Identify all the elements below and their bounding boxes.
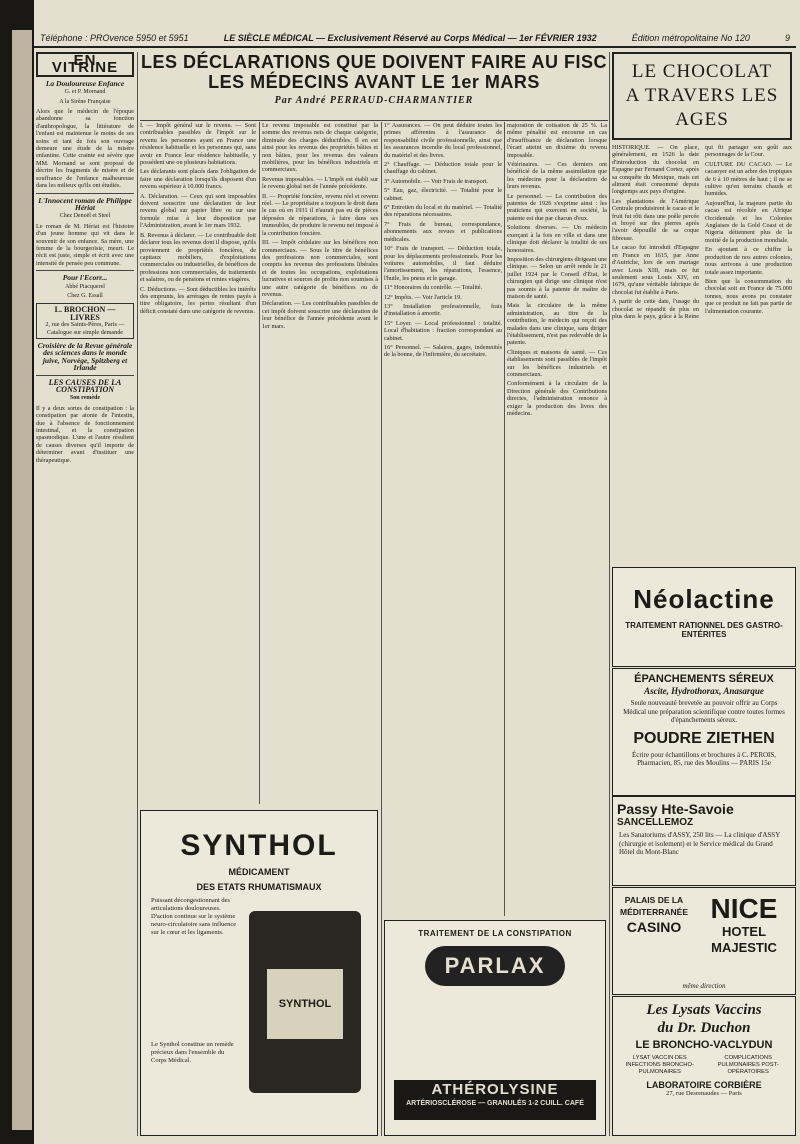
brochon-address: 2, rue des Saints-Pères, Paris — Catalogue sur simple demande: [45, 321, 125, 336]
article-paragraph: majoration de cotisation de 25 %. La même pénalité est encourue en cas d'insuffisance de déclaration lorsque l'écart atteint un dixième du revenu imposable.: [507, 122, 607, 159]
article-column-4: [507, 122, 607, 916]
column-rule: [381, 122, 382, 1136]
neolactine-sub: TRAITEMENT RATIONNEL DES GASTRO-ENTÉRITES: [625, 621, 783, 639]
article-paragraph: Le revenu imposable est constitué par la somme des revenus nets de chaque catégorie, diminuée des charges déductibles. Il en est ainsi pour les revenus des propriétés bâties et non bâties, pour les revenus des valeurs mobilières, pour les bénéfices industriels et commerciaux.: [262, 122, 378, 174]
book1-author: G. et P. Mornand: [64, 89, 106, 96]
chocolat-paragraph: Les plantations de l'Amérique Centrale produisirent le cacao et le fruit fut rôti dans une poêle percée et broyé sur des pierres après l'avoir dépouillé de sa coque fibreuse.: [612, 197, 699, 242]
article-paragraph: 5° Eau, gaz, électricité. — Totalité pour le cabinet.: [384, 187, 502, 202]
lysats-product: LE BRONCHO-VACLYDUN: [635, 1039, 773, 1051]
lysats-col-2: COMPLICATIONS PULMONAIRES POST-OPÉRATOIRES: [717, 1055, 779, 1075]
article-paragraph: A. Déclaration. — Ceux qui sont imposables doivent souscrire une déclaration de leur revenu global sur papier libre ou sur une formule mise à leur disposition par l'Administration, avant le 1er mars 1932.: [140, 192, 256, 230]
chocolat-paragraph: Aujourd'hui, la majeure partie du cacao est récoltée en Afrique Occidentale et les Colonies Anglaises de la Gold Coast et de Nigeria détiennent plus de la moitié de la production mondiale.: [705, 199, 792, 244]
nice-city: NICE: [710, 893, 778, 924]
book2-text: Le roman de M. Hériat est l'histoire d'un jeune homme qui vit dans le souvenir de son enfance. Sa mère, une femme de la bourgeoisie, meurt. Le récit est juste, simple et écrit avec une intensité de pensée peu commune.: [36, 222, 134, 267]
article-paragraph: Le personnel. — La contribution des patentes de 1926 s'exprime ainsi : les praticiens qui exercent en société, la patente est due par chacun d'eux.: [507, 192, 607, 222]
headline-line-1: LES DÉCLARATIONS QUE DOIVENT FAIRE AU FISC: [140, 52, 608, 72]
nice-footer: même direction: [682, 982, 726, 990]
lysats-columns: [613, 1051, 795, 1080]
article-paragraph: II. — Propriété foncière, revenu réel et revenu réel. — Le propriétaire a toujours le droit dans le cas où en 1931 il n'aurait pas eu de pièces déposées de réparations, à faire dans ses immeubles, de produire le revenu net imposé à la contribution foncière.: [262, 192, 378, 237]
article-byline: Par André PERRAUD-CHARMANTIER: [274, 95, 474, 106]
article-paragraph: Déclaration. — Les contribuables passibles de cet impôt doivent souscrire une déclaration de leur bénéfice de l'année précédente avant le 1er mars.: [262, 300, 378, 330]
croisiere-notice: Croisière de la Revue générale des sciences dans le monde juive, Norvège, Spitzberg et Irlande: [37, 341, 133, 373]
article-paragraph: 6° Entretien du local et du matériel. — Totalité des réparations nécessaires.: [384, 204, 502, 219]
nice-hotel: HOTEL MAJESTIC: [711, 924, 777, 955]
article-column-2: [262, 122, 378, 804]
article-paragraph: 3° Automobile. — Voir Frais de transport.: [384, 177, 488, 185]
book1-publisher: A la Sirène Française: [59, 98, 111, 105]
causes-subtitle: Son remède: [69, 395, 101, 402]
synthol-bottle-image: [249, 911, 361, 1093]
epan-subheading: Ascite, Hydrothorax, Anasarque: [644, 686, 764, 696]
column-rule: [259, 122, 260, 804]
atherolysine-sub: ARTÉRIOSCLÉROSE — GRANULÉS 1-2 CUILL. CAFÉ: [406, 1100, 584, 1107]
lysats-address: 27, rue Desrenaudes — Paris: [666, 1090, 742, 1097]
article-paragraph: 10° Frais de transport. — Déduction totale, pour les déplacements professionnels. Pour les voitures automobiles, il faut déduire l'amortissement, les réparations, l'essence, l'huile, les pneus et le garage.: [384, 245, 502, 282]
chocolat-paragraph: HISTORIQUE. — On place, généralement, en 1526 la date d'introduction du chocolat en Espagne par Fernand Cortez, après sa conquête du Mexique, mais cet aliment était consommé depuis longtemps aux pays d'origine.: [612, 144, 699, 196]
chocolat-paragraph: CULTURE DU CACAO. — Le cacaoyer est un arbre des tropiques de 6 à 10 mètres de haut ; il ne se cultive qu'en terrains chauds et humides.: [705, 160, 792, 198]
facing-page-strip: [12, 30, 32, 1130]
article-paragraph: Les déclarants sont placés dans l'obligation de faire une déclaration lorsqu'ils disposent d'un revenu supérieur à 10.000 francs.: [140, 168, 256, 191]
lysats-laboratory: LABORATOIRE CORBIÈRE: [646, 1080, 762, 1090]
page-header: [34, 30, 796, 48]
chocolat-paragraph: Bien que la consommation du chocolat soit en France de 75.000 tonnes, nous avons pu constater que ce produit ne fait pas partie de l'alimentation courante.: [705, 277, 792, 315]
nice-left-2: MÉDITERRANÉE: [619, 907, 688, 917]
book3-title: Pour l'Ecorr...: [62, 273, 108, 283]
epan-heading: ÉPANCHEMENTS SÉREUX: [634, 673, 774, 685]
book3-publisher: Chez G. Essall: [67, 292, 103, 299]
book1-text: Alors que le médecin de l'époque abandonne sa fonction d'anthropologue, la littérature de l'enfant est maintenue le moins de ses soins et tant de fois son ouvrage demeure une étude de la misère enfantine. Cette crainte est sévère que MM. Mornand se sont proposé de décrire les fragments de misère et de souffrance de l'enfance malheureuse dans les milieux qu'ils ont étudiés.: [36, 108, 134, 190]
lysats-advertisement: [612, 996, 796, 1136]
synthol-sub-1: MÉDICAMENT: [228, 867, 290, 877]
synthol-sub-2: DES ETATS RHUMATISMAUX: [196, 882, 322, 892]
passy-heading: Passy Hte-Savoie: [617, 801, 734, 817]
atherolysine-advertisement: [394, 1080, 596, 1120]
main-article-headline: [140, 52, 608, 121]
lysats-heading-2: du Dr. Duchon: [657, 1020, 751, 1036]
passy-text: Les Sanatoriums d'ASSY, 250 lits — La clinique d'ASSY (chirurgie et isolement) et le Service médical du Grand Hôtel du Mont-Blanc: [619, 831, 780, 856]
divider: [36, 193, 134, 194]
header-phone: Téléphone : PROvence 5950 et 5951: [40, 33, 189, 43]
epanchements-advertisement: [612, 668, 796, 796]
nice-advertisement: [612, 887, 796, 995]
causes-title: LES CAUSES DE LA CONSTIPATION: [48, 377, 122, 395]
chocolat-title-line-1: LE CHOCOLAT: [631, 61, 773, 82]
article-paragraph: C. Déductions. — Sont déductibles les intérêts des emprunts, les arrérages de rentes payés à titre obligatoire, les pertes résultant d'un déficit constaté dans une catégorie de revenus.: [140, 285, 256, 315]
chocolat-paragraph: En ajoutant à ce chiffre la production de nos autres colonies, nous arrivons à une production totale assez importante.: [705, 246, 792, 276]
synthol-bottle-label: SYNTHOL: [267, 969, 343, 1039]
article-paragraph: Cliniques et maisons de santé. — Ces établissements sont passibles de l'impôt sur les bénéfices industriels et commerciaux.: [507, 348, 607, 378]
article-paragraph: 2° Chauffage. — Déduction totale pour le chauffage du cabinet.: [384, 161, 502, 176]
epan-contact: Écrire pour échantillons et brochures à C. PEROIS, Pharmacien, 85, rue des Moulins — PARIS 15e: [631, 750, 777, 767]
chocolat-paragraph: A partir de cette date, l'usage du chocolat se répandit de plus en plus dans le pays, grâce à la Reine qui fit partager son goût aux personnages de la Cour.: [612, 144, 792, 320]
synthol-advertisement: [140, 810, 378, 1136]
article-paragraph: 7° Frais de bureau, correspondance, abonnements aux revues et publications médicales.: [384, 220, 502, 243]
passy-advertisement: [612, 796, 796, 886]
article-paragraph: 15° Loyer. — Local professionnel : totalité. Local d'habitation : fraction correspondant au cabinet.: [384, 319, 502, 342]
column-rule: [609, 52, 610, 1136]
synthol-brand: SYNTHOL: [180, 829, 338, 862]
article-paragraph: 16° Personnel. — Salaires, gages, indemnités de la bonne, de l'infirmière, du secrétaire.: [384, 343, 502, 359]
nice-left: [619, 894, 689, 936]
atherolysine-brand: ATHÉROLYSINE: [431, 1081, 559, 1098]
vitrine-title: EN VITRINE: [36, 52, 134, 77]
book2-title: L'Innocent roman de Philippe Hériat: [38, 195, 132, 212]
vitrine-column: [36, 52, 134, 1136]
article-paragraph: Vétérinaires. — Ces derniers ont bénéficié de la même assimilation que les médecins pour la déclaration de leurs revenus.: [507, 161, 607, 191]
nice-left-1: PALAIS DE LA: [624, 895, 684, 905]
article-paragraph: Solutions diverses. — Un médecin exerçant à la fois en ville et dans une clinique doit déclarer la totalité de ses honoraires.: [507, 224, 607, 254]
headline-line-2: LES MÉDECINS AVANT LE 1er MARS: [208, 72, 540, 92]
passy-subheading: SANCELLEMOZ: [617, 817, 694, 828]
causes-text: Il y a deux sortes de constipation : la constipation par atonie de l'intestin, due à l'absence de fonctionnement intestinal, et la constipation spasmodique. L'une et l'autre résultent de causes diverses qu'il importe de déterminer avant d'instituer une thérapeutique.: [36, 404, 134, 464]
article-paragraph: 11° Honoraires du contrôle. — Totalité.: [384, 284, 483, 292]
nice-left-3: CASINO: [626, 919, 682, 935]
synthol-body: Puissant décongestionnant des articulations douloureuses. D'action continue sur le système neuro-circulatoire sans influence sur le cœur et les ligaments.: [151, 897, 237, 936]
article-paragraph: Revenus imposables. — L'impôt est établi sur le revenu global net de l'année précédente.: [262, 175, 378, 191]
book3-author: Abbé Piacquerel: [65, 283, 105, 290]
nice-right: [697, 894, 791, 956]
lysats-heading-1: Les Lysats Vaccins: [646, 1002, 762, 1018]
lysats-col-1: LYSAT VACCIN DES INFECTIONS BRONCHO-PULMONAIRES: [625, 1055, 694, 1075]
article-paragraph: 1° Assurances. — On peut déduire toutes les primes afférentes à l'assurance de responsabilité civile professionnelle, ainsi que les assurances incendie du local professionnel, du matériel et des livres.: [384, 122, 502, 159]
chocolat-paragraph: Le cacao fut introduit d'Espagne en France en 1615, par Anne d'Autriche, lors de son mariage avec Louis XIII, mais ce fut seulement sous Louis XIV, en 1679, qu'une véritable fabrique de chocolat fut établie à Paris.: [612, 244, 699, 296]
book1-title: La Douloureuse Enfance: [45, 78, 125, 88]
article-paragraph: B. Revenus à déclarer. — Le contribuable doit déclarer tous les revenus dont il dispose, qu'ils proviennent de propriétés foncières, de capitaux mobiliers, d'exploitations commerciales ou industrielles, de bénéfices de professions non commerciales, de traitements et salaires, ou de pensions et rentes viagères.: [140, 231, 256, 284]
book2-publisher: Chez Denoël et Steel: [59, 213, 111, 220]
epan-text: Seule nouveauté brevetée au pouvoir offrir au Corps Médical une préparation scientifique contre toutes formes d'épanchements séreux.: [623, 699, 785, 724]
column-rule: [137, 52, 138, 1136]
chocolat-title: [612, 52, 792, 140]
article-column-1: [140, 122, 256, 804]
neolactine-brand: Néolactine: [633, 584, 775, 614]
brochon-name: L. BROCHON — LIVRES: [54, 305, 116, 322]
article-paragraph: 13° Installation professionnelle, frais d'installation à amortir.: [384, 302, 502, 318]
article-paragraph: Mais la circulaire de la même administration, au titre de la contribution, le médecin qui reçoit des malades dans une clinique, sans diriger l'établissement, n'est pas redevable de la patente.: [507, 302, 607, 347]
article-paragraph: I. — Impôt général sur le revenu. — Sont contribuables passibles de l'impôt sur le revenu les personnes ayant en France une résidence habituelle et les personnes qui, sans avoir en France leur résidence habituelle, y possèdent une ou plusieurs habitations.: [140, 122, 256, 167]
page-number: 9: [784, 33, 790, 43]
parlax-heading: TRAITEMENT DE LA CONSTIPATION: [418, 929, 572, 938]
article-paragraph: Imposition des chirurgiens dirigeant une clinique. — Selon un arrêt rendu le 21 juillet 1924 par le Conseil d'État, le chirurgien qui dirige une clinique n'est pas soumis à la patente de maître de maison de santé.: [507, 255, 607, 300]
synthol-footer: Le Synthol constitue un remède précieux dans l'ensemble du Corps Médical.: [151, 1041, 234, 1064]
header-edition: Édition métropolitaine No 120: [631, 33, 750, 43]
neolactine-advertisement: [612, 567, 796, 667]
parlax-brand: PARLAX: [425, 946, 565, 986]
chocolat-title-line-2: A TRAVERS LES AGES: [625, 85, 779, 130]
divider: [36, 375, 134, 376]
divider: [36, 270, 134, 271]
article-column-3: [384, 122, 502, 916]
article-paragraph: 12° Impôts. — Voir l'article 19.: [384, 293, 462, 301]
header-title: LE SIÈCLE MÉDICAL — Exclusivement Réservé au Corps Médical — 1er FÉVRIER 1932: [223, 33, 597, 43]
article-paragraph: III. — Impôt cédulaire sur les bénéfices non commerciaux. — Sous le titre de bénéfices des professions non commerciales, sont compris les revenus des professions libérales et de toutes les occupations, exploitations lucratives et sources de profits non soumises à une autre catégorie de bénéfices ou de revenus.: [262, 239, 378, 298]
column-rule: [504, 122, 505, 916]
chocolat-column: [612, 52, 792, 566]
chocolat-body: [612, 144, 792, 320]
article-paragraph: Conformément à la circulaire de la Direction générale des Contributions directes, l'administration renonce à exiger la production des livres des médecins.: [507, 380, 607, 418]
epan-brand: POUDRE ZIETHEN: [633, 729, 775, 747]
brochon-ad: [36, 303, 134, 339]
